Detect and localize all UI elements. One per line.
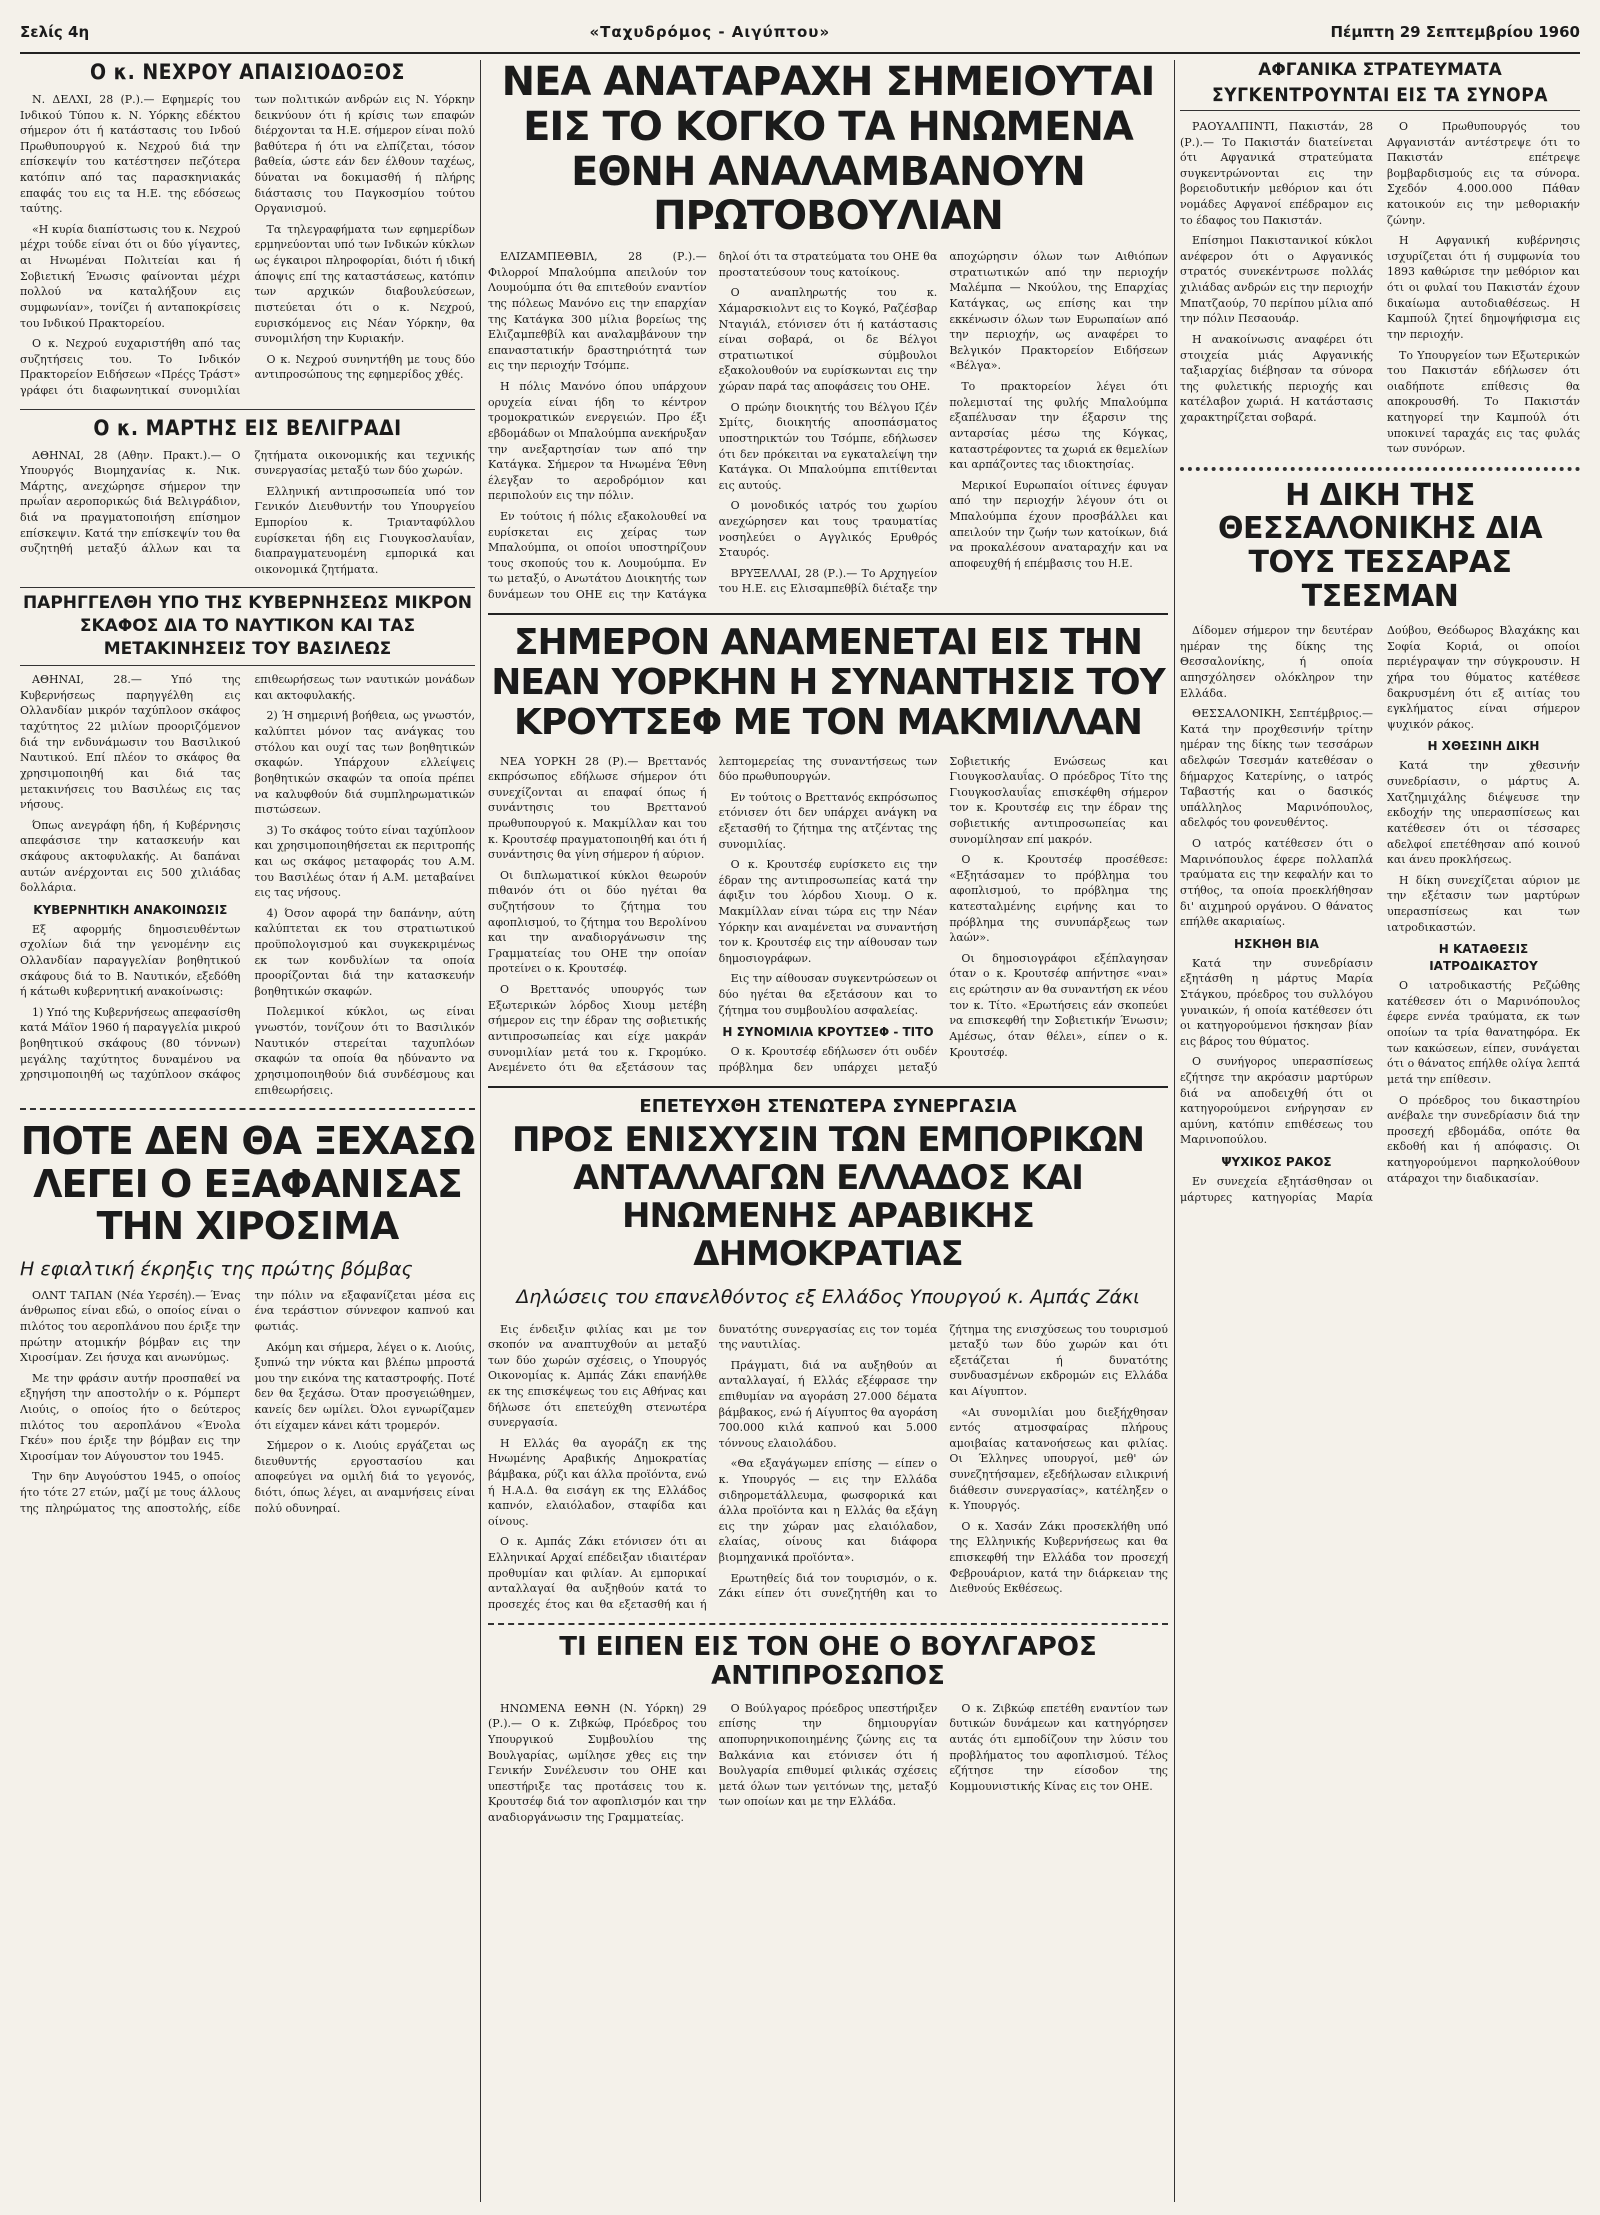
paragraph: Ν. ΔΕΛΧΙ, 28 (Ρ.).— Εφημερίς του Ινδικού Τύπου κ. Ν. Υόρκης εδέκτου σήμερον ότι ή κατάστασις του Ινδού Πρωθυπουργού κ. Νεχρού διά την επίσκεψίν του κατέστησεν πεζότερα κατόπιν από τας παρασκηνιακάς επαφάς του εις τα Η.Ε. της εδόσεως ταύτης. — [20, 93, 241, 216]
paragraph: Η ανακοίνωσις αναφέρει ότι στοιχεία μιάς Αφγανικής ταξιαρχίας διέβησαν τα σύνορα της φυλετικής περιοχής και κατέλαβον χωριά. Η κατάστασις χαρακτηρίζεται σοβαρά. — [1180, 332, 1373, 424]
paragraph: 2) Ή σημερινή βοήθεια, ως γνωστόν, καλύπτει μόνον τας ανάγκας του στόλου και ουχί τας των βοηθητικών σκαφών. Υπάρχουν ελλείψεις βοηθητικών σκαφών τα οποία πρέπει να καλυφθούν διά συμπληρωματικών πιστώσεων. — [254, 709, 475, 817]
article-congo — [488, 60, 1168, 603]
article-body — [20, 92, 475, 399]
divider — [488, 613, 1168, 615]
paragraph: Εις ένδειξιν φιλίας και με τον σκοπόν να αναπτυχθούν αι μεταξύ των δύο χωρών σχέσεις, ο Υπουργός Οικονομίας κ. Αμπάς Ζάκι επανήλθε εκ της επισκέψεως του εις Αθήνας και δήλωσε ότι επετεύχθη στενωτέρα συνεργασία. — [488, 1322, 707, 1430]
headline: Ο κ. ΜΑΡΤΗΣ ΕΙΣ ΒΕΛΙΓΡΑΔΙ — [20, 409, 475, 440]
article-body — [488, 1322, 1168, 1613]
subheading: ΗΣΚΗΘΗ ΒΙΑ — [1234, 936, 1319, 951]
article-greece-uar-trade — [488, 1096, 1168, 1613]
paragraph: ΗΝΩΜΕΝΑ ΕΘΝΗ (Ν. Υόρκη) 29 (Ρ.).— Ο κ. Ζιβκώφ, Πρόεδρος του Υπουργικού Συμβουλίου της Βουλγαρίας, ωμίλησε χθες εις την Γενικήν Συνέλευσιν του ΟΗΕ και υπεστήριξε τας προτάσεις του κ. Κρουτσέφ διά τον αφοπλισμόν και την αναδιοργάνωσιν της Γραμματείας. — [488, 1701, 707, 1824]
paragraph: 1) Υπό της Κυβερνήσεως απεφασίσθη κατά Μάϊον 1960 ή παραγγελία μικρού βοηθητικού σκάφους (80 τόννων) μεγάλης ταχύτητος δυναμένου να χρησιμοποιηθή ως ταχύπλοον σκάφος επιθεωρήσεως των ναυτικών μονάδων και ακτοφυλακής. — [20, 673, 475, 1082]
paragraph: Οι διπλωματικοί κύκλοι θεωρούν πιθανόν ότι οι δύο ηγέται θα συζητήσουν το ζήτημα του αφοπλισμού, το ζήτημα του Βερολίνου και την αναδιοργάνωσιν της Γραμματείας του ΟΗΕ την οποίαν προτείνει ο κ. Κρουτσέφ. — [488, 868, 707, 976]
kicker: ΕΠΕΤΕΥΧΘΗ ΣΤΕΝΩΤΕΡΑ ΣΥΝΕΡΓΑΣΙΑ — [639, 1095, 1017, 1117]
article-thessaloniki-trial — [1180, 467, 1580, 1206]
page-number: Σελίς 4η — [20, 23, 90, 41]
article-body — [20, 448, 475, 578]
paragraph: Ο ιατροδικαστής Ρεζώθης κατέθεσεν ότι ο Μαρινόπουλος έφερε εννέα τραύματα, εκ των οποίων τα τρία θανατηφόρα. Εκ των κακώσεων, είπεν, συνάγεται ότι ο θάνατος επήλθε ολίγα λεπτά μετά την επίθεσιν. — [1387, 979, 1580, 1086]
paragraph: ΑΘΗΝΑΙ, 28.— Υπό της Κυβερνήσεως παρηγγέλθη εις Ολλανδίαν μικρόν ταχύπλοον σκάφος ταχύτητος 22 μιλίων προοριζόμενον διά την ενδυνάμωσιν του Βασιλικού Ναυτικού. Επί πλέον το σκάφος θα χρησιμοποιηθή και διά τας μετακινήσεις του Βασιλέως εις τας νήσους. — [20, 673, 241, 812]
headline: ΣΗΜΕΡΟΝ ΑΝΑΜΕΝΕΤΑΙ ΕΙΣ ΤΗΝ ΝΕΑΝ ΥΟΡΚΗΝ Η ΣΥΝΑΝΤΗΣΙΣ ΤΟΥ ΚΡΟΥΤΣΕΦ ΜΕ ΤΟΝ ΜΑΚΜΙΛΛΑΝ — [491, 621, 1165, 744]
paragraph: ΝΕΑ ΥΟΡΚΗ 28 (Ρ).— Βρεττανός εκπρόσωπος εδήλωσε σήμερον ότι συνεχίζονται αι επαφαί όπως ή συνάντησις του Βρεττανού πρωθυπουργού κ. Μακμίλλαν και του κ. Κρουτσέφ πραγματοποιηθή και ότι ή συνάντησις θα γίνη σήμερον ή αύριον. — [488, 754, 707, 862]
subheading: ΚΥΒΕΡΝΗΤΙΚΗ ΑΝΑΚΟΙΝΩΣΙΣ — [33, 902, 228, 917]
paragraph: Το Υπουργείον των Εξωτερικών του Πακιστάν εδήλωσεν ότι οιαδήποτε επίθεσις θα αποκρουσθή. Το Πακιστάν κατηγορεί την Καμπούλ ότι υποκινεί ταραχάς εις τας φυλάς των συνόρων. — [1387, 348, 1580, 456]
paragraph: Ο μονοδικός ιατρός του χωρίου ανεχώρησεν και τους τραυματίας νοσηλεύει ο Αγγλικός Ερυθρός Σταυρός. — [718, 499, 938, 560]
right-column — [1180, 60, 1580, 1215]
masthead — [20, 12, 1580, 54]
article-body — [20, 1288, 475, 1519]
paragraph: Η Αφγανική κυβέρνησις ισχυρίζεται ότι ή συμφωνία του 1893 καθώρισε την μεθόριον και ότι οι φυλαί του Πακιστάν έχουν δικαίωμα αυτοδιαθέσεως. Η Καμπούλ ζητεί δημοψήφισμα εις την περιοχήν. — [1387, 234, 1580, 341]
divider — [488, 1623, 1168, 1625]
article-body — [488, 1701, 1168, 1826]
paragraph: Εν τούτοις ή πόλις εξακολουθεί να ευρίσκεται εις χείρας των Μπαλούμπα, οι οποίοι υποστηρίζουν τους σκοπούς του κ. Λουμούμπα. Εν τω μεταξύ, ο Ανωτάτου Διοικητής των δυνάμεων του ΟΗΕ εις την Κατάγκα δηλοί ότι τα στρατεύματα του ΟΗΕ θα προστατεύσουν τους κατοίκους. — [488, 250, 938, 601]
paragraph: ΒΡΥΞΕΛΛΑΙ, 28 (Ρ.).— Το Αρχηγείον του Η.Ε. εις Ελισαμπεθβίλ διέταξε την αποχώρησιν όλων των Αιθιόπων στρατιωτικών από την περιοχήν Μαλέμπα — Νκούλου, της Επαρχίας Κατάγκας, ως επίσης και την εκκένωσιν όλων των Ευρωπαίων από την περιοχήν, ως αναφέρει το Βελγικόν Πρακτορείον Ειδήσεων «Βέλγα». — [718, 250, 1168, 596]
paragraph: Με την φράσιν αυτήν προσπαθεί να εξηγήση την αποστολήν ο κ. Ρόμπερτ Λιούις, ο οποίος ήτο ο δεύτερος πιλότος του αεροπλάνου «Ένολα Γκέυ» που έριξε την βόμβαν εις την Χιροσίμαν τον Αύγουστον του 1945. — [20, 1371, 241, 1463]
paragraph: Ο Βούλγαρος πρόεδρος υπεστήριξεν επίσης την δημιουργίαν αποπυρηνικοποιημένης ζώνης εις τα Βαλκάνια και ετόνισεν ότι ή Βουλγαρία επιθυμεί φιλικάς σχέσεις μετά όλων των γειτόνων της, μεταξύ των οποίων και με την Ελλάδα. — [718, 1701, 938, 1809]
kicker: ΑΦΓΑΝΙΚΑ ΣΤΡΑΤΕΥΜΑΤΑ — [1258, 60, 1502, 80]
paragraph: Ο κ. Αμπάς Ζάκι ετόνισεν ότι αι Ελληνικαί Αρχαί επέδειξαν ιδιαιτέραν προθυμίαν και φιλίαν. Αι εμπορικαί ανταλλαγαί θα αυξηθούν κατά το προσεχές έτος και θα εξετασθή και ή δυνατότης συνεργασίας εις τον τομέα της ναυτιλίας. — [488, 1322, 938, 1611]
headline: Η ΔΙΚΗ ΤΗΣ ΘΕΣΣΑΛΟΝΙΚΗΣ ΔΙΑ ΤΟΥΣ ΤΕΣΣΑΡΑΣ ΤΣΕΣΜΑΝ — [1180, 467, 1580, 613]
paragraph: 3) Το σκάφος τούτο είναι ταχύπλοον και χρησιμοποιηθήσεται εκ περιτροπής και ως σκάφος μεταφοράς του Α.Μ. του Βασιλέως όταν ή Α.Μ. μεταβαίνει εις τας νήσους. — [254, 823, 475, 900]
paragraph: Ο συνήγορος υπερασπίσεως εζήτησε την ακρόασιν μαρτύρων διά να αποδειχθή ότι οι κατηγορούμενοι ενήργησαν εν αμύνη, κατόπιν επιθέσεως του Μαρινοπούλου. — [1180, 1055, 1373, 1147]
paragraph: «Η κυρία διαπίστωσις του κ. Νεχρού μέχρι τούδε είναι ότι οι δύο γίγαντες, αι Ηνωμέναι Πολιτείαι και ή Σοβιετική Ένωσις φαίνονται μέχρι πολλού να καταλήξουν εις συμφωνίαν», τονίζει ή ανταποκρίσεις του Ινδικού Πρακτορείου. — [20, 222, 241, 330]
article-bulgarian-un — [488, 1633, 1168, 1826]
paragraph: Ερωτηθείς διά τον τουρισμόν, ο κ. Ζάκι είπεν ότι συνεζητήθη και το ζήτημα της ενισχύσεως του τουρισμού μεταξύ των δύο χωρών και ότι εξετάζεται ή δυνατότης συνδυασμένων εκδρομών εις Ελλάδα και Αίγυπτον. — [718, 1322, 1168, 1601]
paragraph: Ο πρώην διοικητής του Βέλγου Ιζέν Σμίτς, διοικητής αποσπάσματος υποστηρικτών του Τσόμπε, εδήλωσεν ότι δεν πρόκειται να εγκαταλείψη την Κατάγκα. Οι Μπαλούμπα επιτίθενται εις αυτούς. — [718, 400, 938, 492]
paragraph: Επίσημοι Πακιστανικοί κύκλοι ανέφερον ότι ο Αφγανικός στρατός συνεκέντρωσε πολλάς χιλιάδας ανδρών εις την περιοχήν Μπατζαούρ, 70 περίπου μίλια από την πόλιν Πεσαουάρ. — [1180, 234, 1373, 326]
paragraph: Ο κ. Κρουτσέφ προσέθεσε: «Εξητάσαμεν το πρόβλημα του αφοπλισμού, το πρόβλημα της κατεσταλμένης ειρήνης και το πρόβλημα της συνυπάρξεως των λαών». — [949, 853, 1168, 945]
paragraph: Πράγματι, διά να αυξηθούν αι ανταλλαγαί, ή Ελλάς εξέφρασε την επιθυμίαν να αγοράση 27.000 δέματα βάμβακος, ενώ ή Αίγυπτος θα αγοράση 700.000 κιλά καπνού και 5.000 τόννους ελαιολάδου. — [718, 1358, 938, 1450]
paragraph: ΑΘΗΝΑΙ, 28 (Αθην. Πρακτ.).— Ο Υπουργός Βιομηχανίας κ. Νικ. Μάρτης, ανεχώρησε σήμερον την πρωΐαν αεροπορικώς διά Βελιγράδιον, διά να πραγματοποιήση επίσημον επίσκεψιν. Κατά την επίσκεψίν του θα συζητηθή μεταξύ άλλων και τα ζητήματα οικονομικής και τεχνικής συνεργασίας μεταξύ των δύο χωρών. — [20, 448, 475, 556]
article-khrushchev-macmillan — [488, 623, 1168, 1076]
subheading: Η ΣΥΝΟΜΙΛΙΑ ΚΡΟΥΤΣΕΦ - ΤΙΤΟ — [722, 1025, 934, 1040]
paragraph: Η δίκη συνεχίζεται αύριον με την εξέτασιν των μαρτύρων υπερασπίσεως και των ιατροδικαστών. — [1387, 873, 1580, 934]
paragraph: Σήμερον ο κ. Λιούις εργάζεται ως διευθυντής εργοστασίου και αποφεύγει να ομιλή διά το γεγονός, διότι, όπως λέγει, αι αναμνήσεις είναι πολύ οδυνηραί. — [254, 1439, 475, 1515]
paragraph: Η πόλις Μανόνο όπου υπάρχουν ορυχεία είναι ήδη το κέντρον τρομοκρατικών ενεργειών. Προ έξι εβδομάδων οι Μπαλούμπα ανεκήρυξαν την ανεξαρτησίαν των από την Κατάγκα. Σήμερον τα Ηνωμένα Έθνη έλεγξαν το αεροδρόμιον και περιπολούν εις την πόλιν. — [488, 380, 707, 503]
paragraph: Το πρακτορείον λέγει ότι πολεμισταί της φυλής Μπαλούμπα εξαπέλυσαν την έξαρσιν της ανταρσίας μέσω της Κόγκας, καταστρέφοντες τα χωριά εκ θεμελίων και αρπάζοντες τας ιδιοκτησίας. — [949, 380, 1168, 472]
paragraph: Δίδομεν σήμερον την δευτέραν ημέραν της δίκης της Θεσσαλονίκης, ή οποία απησχόλησεν ολόκληρον την Ελλάδα. — [1180, 624, 1373, 700]
paragraph: ΕΛΙΖΑΜΠΕΘΒΙΛ, 28 (Ρ.).— Φιλορροί Μπαλούμπα απειλούν τον Λουμούμπα ότι θα επιτεθούν εναντίον της πόλεως Μανόνο εις την επαρχίαν της Κατάγκα 300 μίλια βορείως της Ελιζαμπεθβίλ και αναλαμβάνουν την επαναστατικήν δραστηριότητά των εις την περιοχήν Τσόμπε. — [488, 250, 707, 373]
paragraph: Ο κ. Κρουτσέφ εδήλωσεν ότι ουδέν πρόβλημα δεν υπάρχει μεταξύ Σοβιετικής Ενώσεως και Γιουγκοσλαυΐας. Ο πρόεδρος Τίτο της Γιουγκοσλαυΐας επισκέφθη σήμερον τον κ. Κρουτσέφ εις την έδραν της σοβιετικής αντιπροσωπείας και συνομίλησαν επί μακρόν. — [718, 754, 1168, 1074]
subheading: ΨΥΧΙΚΟΣ ΡΑΚΟΣ — [1221, 1155, 1332, 1170]
paragraph: Ο πρόεδρος του δικαστηρίου ανέβαλε την συνεδρίασιν διά την προσεχή εβδομάδα, οπότε θα εκδοθή και ή απόφασις. Οι κατηγορούμενοι παρηκολούθουν ατάραχοι την διαδικασίαν. — [1387, 1093, 1580, 1185]
paragraph: Εις την αίθουσαν συγκεντρώσεων οι δύο ηγέται θα εξετάσουν και το ζήτημα του συμβουλίου ασφαλείας. — [718, 972, 938, 1017]
paragraph: Ο Βρεττανός υπουργός των Εξωτερικών λόρδος Χιουμ μετέβη σήμερον εις την έδραν της σοβιετικής αντιπροσωπείας και είχε μακράν συνομιλίαν μετά του κ. Γκρομύκο. Ανεμένετο ότι θα εξετάσουν τας λεπτομερείας της συναντήσεως των δύο πρωθυπουργών. — [488, 754, 938, 1075]
paragraph: Εν συνεχεία εξητάσθησαν οι μάρτυρες κατηγορίας Μαρία Δούβου, Θεόδωρος Βλαχάκης και Σοφία Κοριά, οι οποίοι περιέγραψαν την σύγκρουσιν. Η χήρα του θύματος κατέθεσε δακρυσμένη ότι εξ αιτίας του εγκλήματος είναι σήμερον ψυχικόν ράκος. — [1180, 624, 1580, 1204]
headline: ΣΥΓΚΕΝΤΡΟΥΝΤΑΙ ΕΙΣ ΤΑ ΣΥΝΟΡΑ — [1180, 84, 1580, 111]
headline: ΠΟΤΕ ΔΕΝ ΘΑ ΞΕΧΑΣΩ ΛΕΓΕΙ Ο ΕΞΑΦΑΝΙΣΑΣ ΤΗΝ ΧΙΡΟΣΙΜΑ — [20, 1108, 475, 1248]
article-body — [1180, 623, 1580, 1205]
article-afghan-troops — [1180, 60, 1580, 457]
article-nehru — [20, 60, 475, 399]
paragraph: «Θα εξαγάγωμεν επίσης — είπεν ο κ. Υπουργός — εις την Ελλάδα σιδηρομετάλλευμα, φωσφορικά και άλλα προϊόντα και η Ελλάς θα εξάγη εις την χώραν μας ελαιόλαδον, ελαίας, οίνους και διάφορα βιομηχανικά προϊόντα». — [718, 1457, 938, 1565]
column-divider — [1174, 60, 1175, 2202]
paragraph: Ο κ. Νεχρού ευχαριστήθη από τας συζητήσεις του. Το Ινδικόν Πρακτορείον Ειδήσεων «Πρέςς Τράστ» γράφει ότι διαφωνητικαί συνομιλίαι των πολιτικών ανδρών εις Ν. Υόρκην δεικνύουν ότι ή κρίσις των επαφών διέρχονται τα Η.Ε. σήμερον είναι πολύ βαθύτερα ή ότι να ελπίζεται, τόσον βαθεία, ώστε εάν δεν έλθουν ταχέως, δύναται να δοκιμασθή ή πλήρης διάστασις του Παγκοσμίου τούτου Οργανισμού. — [20, 93, 475, 397]
center-column — [488, 60, 1168, 1836]
paragraph: Πολεμικοί κύκλοι, ως είναι γνωστόν, τονίζουν ότι το Βασιλικόν Ναυτικόν στερείται ταχυπλόων σκαφών τα οποία θα ηδύναντο να χρησιμοποιηθούν διά συνδέσμους και επιθεωρήσεις. — [254, 1005, 475, 1097]
paragraph: Κατά την χθεσινήν συνεδρίασιν, ο μάρτυς Α. Χατζημιχάλης διέψευσε την εκδοχήν της υπερασπίσεως και κατέθεσεν ότι οι τέσσαρες αδελφοί επετέθησαν από κοινού και άνευ προκλήσεως. — [1387, 759, 1580, 867]
article-body — [488, 754, 1168, 1076]
article-body — [20, 672, 475, 1098]
paragraph: Ο ιατρός κατέθεσεν ότι ο Μαρινόπουλος έφερε πολλαπλά τραύματα εις την κεφαλήν και το στήθος, τα οποία προεκλήθησαν δι' αιχμηρού οργάνου. Ο θάνατος επήλθε ακαριαίως. — [1180, 837, 1373, 929]
paragraph: ΘΕΣΣΑΛΟΝΙΚΗ, Σεπτέμβριος.— Κατά την προχθεσινήν τρίτην ημέραν της δίκης των τεσσάρων αδελφών Τσεσμάν κατεθέσαν ο δήμαρχος Κατερίνης, ο ιατρός Ταβαστής και ο δασικός υπάλληλος Μαρινόπουλος, αδελφός του φονευθέντος. — [1180, 707, 1373, 830]
subheading: Η ΧΘΕΣΙΝΗ ΔΙΚΗ — [1427, 739, 1540, 754]
paragraph: Ο αναπληρωτής του κ. Χάμαρσκιολντ εις το Κογκό, Ραζέσβαρ Νταγιάλ, ετόνισεν ότι ή κατάστασις είναι σοβαρά, οι δε Βέλγοι στρατιωτικοί σύμβουλοι εξακολουθούν να ευρίσκωνται εις την χώραν παρά τας αποφάσεις του ΟΗΕ. — [718, 286, 938, 394]
paragraph: Κατά την συνεδρίασιν εξητάσθη η μάρτυς Μαρία Στάγκου, πρόεδρος του συλλόγου γυναικών, ή οποία κατέθεσεν ότι οι κατηγορούμενοι ήσκησαν βίαν εις βάρος του θύματος. — [1180, 956, 1373, 1048]
left-column — [20, 60, 475, 1529]
paragraph: Οι δημοσιογράφοι εξέπλαγησαν όταν ο κ. Κρουτσέφ απήντησε «ναι» εις ερώτησιν αν θα συναντήση εκ νέου τον κ. Τίτο. «Ερωτήσεις εάν σκοπεύει να επισκεφθή την Σοβιετικήν Ένωσιν; Αμέσως, όταν θέλει», είπεν ο κ. Κρουτσέφ. — [949, 951, 1168, 1059]
column-divider — [480, 60, 481, 2202]
paragraph: Όπως ανεγράφη ήδη, ή Κυβέρνησις απεφάσισε την κατασκευήν και σκάφους ακτοφυλακής. Αι δαπάναι αυτών ανέρχονται εις 500 χιλιάδας δολλάρια. — [20, 818, 241, 895]
article-body — [1180, 119, 1580, 457]
article-body — [488, 249, 1168, 602]
paragraph: Ακόμη και σήμερα, λέγει ο κ. Λιούις, ξυπνώ την νύκτα και βλέπω μπροστά μου την εικόνα της καταστροφής. Ποτέ δεν θα ξεχάσω. Όταν προσγειώθημεν, κανείς δεν ωμίλει. Όλοι εγνωρίζαμεν ότι είχαμεν κάνει κάτι τρομερόν. — [254, 1340, 475, 1432]
paragraph: Η Ελλάς θα αγοράζη εκ της Ηνωμένης Αραβικής Δημοκρατίας βάμβακα, ρύζι και άλλα προϊόντα, ενώ ή Η.Α.Δ. θα εισάγη εκ της Ελλάδος καπνόν, ελαιόλαδον, σταφίδα και οίνους. — [488, 1436, 707, 1528]
headline: Ο κ. ΝΕΧΡΟΥ ΑΠΑΙΣΙΟΔΟΞΟΣ — [90, 60, 405, 84]
headline: ΠΑΡΗΓΓΕΛΘΗ ΥΠΟ ΤΗΣ ΚΥΒΕΡΝΗΣΕΩΣ ΜΙΚΡΟΝ ΣΚΑΦΟΣ ΔΙΑ ΤΟ ΝΑΥΤΙΚΟΝ ΚΑΙ ΤΑΣ ΜΕΤΑΚΙΝΗΣΕΙΣ ΤΟΥ ΒΑΣΙΛΕΩΣ — [20, 587, 475, 666]
subheading: Η ΚΑΤΑΘΕΣΙΣ ΙΑΤΡΟΔΙΚΑΣΤΟΥ — [1429, 942, 1538, 974]
subheadline: Δηλώσεις του επανελθόντος εξ Ελλάδος Υπουργού κ. Αμπάς Ζάκι — [516, 1286, 1140, 1309]
paragraph: ΟΛΝΤ ΤΑΠΑΝ (Νέα Υερσέη).— Ένας άνθρωπος είναι εδώ, ο οποίος είναι ο πιλότος του αεροπλάνου που έριξε την πρώτην ατομικήν βόμβαν εις την Χιροσίμαν. Ζει ήσυχα και ανωνύμως. — [20, 1288, 241, 1365]
article-martis — [20, 409, 475, 578]
paragraph: Ο κ. Χασάν Ζάκι προσεκλήθη υπό της Ελληνικής Κυβερνήσεως και θα επισκεφθή την Ελλάδα τον προσεχή Φεβρουάριον, κατά την διάρκειαν της Διεθνούς Εκθέσεως. — [949, 1519, 1168, 1596]
paragraph: Μερικοί Ευρωπαίοι οίτινες έφυγαν από την περιοχήν λέγουν ότι οι Μπαλούμπα έχουν προσβάλλει και απειλούν την ζωήν των κατοίκων, διά να προκαλέσουν αναταραχήν και να αποφευχθή ή επέμβασις του Η.Ε. — [949, 478, 1168, 570]
paragraph: Εν τούτοις ο Βρεττανός εκπρόσωπος ετόνισεν ότι δεν υπάρχει ανάγκη να εξετασθή το ζήτημα της ατζέντας της συνομιλίας. — [718, 790, 938, 851]
paragraph: ΡΑΟΥΑΛΠΙΝΤΙ, Πακιστάν, 28 (Ρ.).— Το Πακιστάν διατείνεται ότι Αφγανικά στρατεύματα συγκεντρώνονται εις την βορειοδυτικήν μεθόριον και ότι νομάδες Αφγανοί επέδραμον εις το έδαφος του Πακιστάν. — [1180, 120, 1373, 227]
headline: ΤΙ ΕΙΠΕΝ ΕΙΣ ΤΟΝ ΟΗΕ Ο ΒΟΥΛΓΑΡΟΣ ΑΝΤΙΠΡΟΣΩΠΟΣ — [559, 1631, 1097, 1691]
article-hiroshima — [20, 1108, 475, 1519]
paragraph: Ο κ. Νεχρού συνηντήθη με τους δύο αντιπροσώπους της εφημερίδος χθές. — [254, 352, 475, 382]
subheadline: Η εφιαλτική έκρηξις της πρώτης βόμβας — [20, 1257, 413, 1280]
paragraph: «Αι συνομιλίαι μου διεξήχθησαν εντός ατμοσφαίρας πλήρους αμοιβαίας κατανοήσεως και φιλίας. Οι Έλληνες υπουργοί, μεθ' ών συνεζητήσαμεν, εξεδήλωσαν ειλικρινή διάθεσιν συνεργασίας», κατέληξεν ο κ. Υπουργός. — [949, 1405, 1168, 1513]
paragraph: Ο Πρωθυπουργός του Αφγανιστάν αντέστρεψε ότι το Πακιστάν επέτρεψε βομβαρδισμούς εις τα σύνορα. Σχεδόν 4.000.000 Πάθαν κατοικούν εις την μεθοριακήν ζώνην. — [1387, 120, 1580, 227]
newspaper-name: «Ταχυδρόμος - Αιγύπτου» — [589, 23, 831, 41]
paragraph: Ο κ. Ζιβκώφ επετέθη εναντίον των δυτικών δυνάμεων και κατηγόρησεν αυτάς ότι εμποδίζουν την λύσιν του προβλήματος του αφοπλισμού. Τέλος εζήτησε την είσοδον της Κομμουνιστικής Κίνας εις τον ΟΗΕ. — [949, 1701, 1168, 1793]
issue-date: Πέμπτη 29 Σεπτεμβρίου 1960 — [1330, 23, 1580, 41]
paragraph: Ο κ. Κρουτσέφ ευρίσκετο εις την έδραν της αντιπροσωπείας κατά την άφιξιν του λόρδου Χιουμ. Ο κ. Μακμίλλαν είναι τώρα εις την Νέαν Υόρκην και αναμένεται να συναντήση τον κ. Κρουτσέφ εις την αίθουσαν των δημοσιογράφων. — [718, 858, 938, 965]
headline: ΝΕΑ ΑΝΑΤΑΡΑΧΗ ΣΗΜΕΙΟΥΤΑΙ ΕΙΣ ΤΟ ΚΟΓΚΟ ΤΑ ΗΝΩΜΕΝΑ ΕΘΝΗ ΑΝΑΛΑΜΒΑΝΟΥΝ ΠΡΩΤΟΒΟΥΛΙΑΝ — [501, 60, 1155, 240]
paragraph: Την 6ην Αυγούστου 1945, ο οποίος ήτο τότε 27 ετών, μαζί με τους άλλους της πληρώματος της αποστολής, είδε την πόλιν να εξαφανίζεται μέσα εις ένα τεράστιον σύννεφον καπνού και φωτιάς. — [20, 1288, 475, 1515]
article-navy-vessel — [20, 587, 475, 1098]
paragraph: Τα τηλεγραφήματα των εφημερίδων ερμηνεύονται υπό των Ινδικών κύκλων ως έγκαιροι πληροφορίαι, διότι ή ιδική άποψις επί της καταστάσεως, κατόπιν των αρχικών διαβουλεύσεων, πιστεύεται ότι ο κ. Νεχρού, ευρισκόμενος εις Νέαν Υόρκην, θα συνομιλήση την Κυριακήν. — [254, 222, 475, 346]
paragraph: 4) Όσον αφορά την δαπάνην, αύτη καλύπτεται εκ του στρατιωτικού προϋπολογισμού και συγκεκριμένως εκ των κονδυλίων τα οποία προορίζονται διά την κατασκευήν βοηθητικών σκαφών. — [254, 906, 475, 998]
divider — [488, 1086, 1168, 1088]
paragraph: Ελληνική αντιπροσωπεία υπό τον Γενικόν Διευθυντήν του Υπουργείου Εμπορίου κ. Τριανταφύλλου ευρίσκεται ήδη εις Γιουγκοσλαυΐαν, διαπραγματευομένη εμπορικά και οικονομικά ζητήματα. — [254, 484, 475, 576]
headline: ΠΡΟΣ ΕΝΙΣΧΥΣΙΝ ΤΩΝ ΕΜΠΟΡΙΚΩΝ ΑΝΤΑΛΛΑΓΩΝ ΕΛΛΑΔΟΣ ΚΑΙ ΗΝΩΜΕΝΗΣ ΑΡΑΒΙΚΗΣ ΔΗΜΟΚΡΑΤΙΑΣ — [512, 1119, 1144, 1274]
paragraph: Εξ αφορμής δημοσιευθέντων σχολίων διά την γενομένην εις Ολλανδίαν παραγγελίαν βοηθητικού σκάφους διά το Β. Ναυτικόν, εξεδόθη ή κάτωθι κυβερνητική ανακοίνωσις: — [20, 922, 241, 999]
